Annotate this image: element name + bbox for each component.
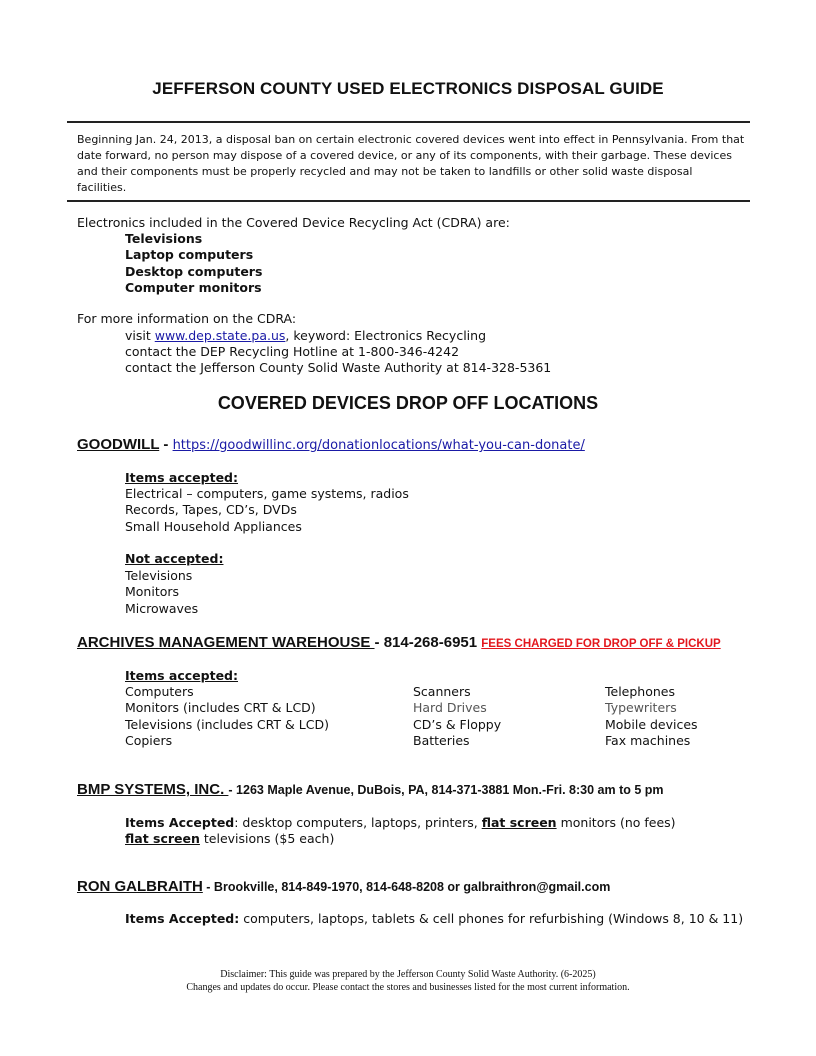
ron-text: computers, laptops, tablets & cell phones for refurbishing (Windows 8, 10 & 11) <box>239 911 744 926</box>
bmp-text: monitors (no fees) <box>556 815 676 830</box>
page-title: JEFFERSON COUNTY USED ELECTRONICS DISPOSAL GUIDE <box>152 79 664 98</box>
goodwill-link[interactable]: https://goodwillinc.org/donationlocations/what-you-can-donate/ <box>172 438 585 453</box>
ron-accepted-label: Items Accepted: <box>125 911 240 926</box>
ron-detail: - Brookville, 814-849-1970, 814-648-8208 or galbraithron@gmail.com <box>202 880 611 894</box>
bottom-divider <box>67 200 750 202</box>
cdra-item: Laptop computers <box>125 247 254 262</box>
archives-item: Computers <box>125 684 194 699</box>
intro-paragraph: Beginning Jan. 24, 2013, a disposal ban on certain electronic covered devices went into effect in Pennsylvania. From that date forward, no person may dispose of a covered device, or any of its components, with their garbage. These devices and their components must be properly recycled and may not be taken to landfills or other solid waste disposal facilities. <box>77 133 745 194</box>
goodwill-accepted-item: Small Household Appliances <box>125 519 302 534</box>
archives-item: Batteries <box>413 733 470 748</box>
ron-name: RON GALBRAITH <box>77 878 203 895</box>
bmp-heading <box>77 781 664 798</box>
archives-item: Typewriters <box>605 700 677 715</box>
bmp-accepted-line2 <box>125 831 334 848</box>
visit-prefix: visit <box>125 328 155 343</box>
goodwill-not-accepted-item: Monitors <box>125 584 180 599</box>
archives-item: Mobile devices <box>605 717 698 732</box>
bmp-accepted-line1 <box>125 815 676 832</box>
bmp-text: : desktop computers, laptops, printers, <box>234 815 482 830</box>
archives-name: ARCHIVES MANAGEMENT WAREHOUSE <box>77 634 375 651</box>
more-info-visit <box>125 328 486 345</box>
archives-item: Scanners <box>413 684 471 699</box>
goodwill-accepted-label: Items accepted: <box>125 470 239 485</box>
goodwill-heading <box>77 436 585 453</box>
archives-heading <box>77 634 721 651</box>
dep-link[interactable]: www.dep.state.pa.us <box>154 328 286 343</box>
cdra-item: Televisions <box>125 231 203 246</box>
archives-item: Copiers <box>125 733 173 748</box>
cdra-heading: Electronics included in the Covered Device Recycling Act (CDRA) are: <box>77 215 510 230</box>
archives-item: Telephones <box>605 684 675 699</box>
ron-heading <box>77 878 610 895</box>
archives-item: Televisions (includes CRT & LCD) <box>125 717 329 732</box>
goodwill-accepted-item: Electrical – computers, game systems, radios <box>125 486 409 501</box>
bmp-name: BMP SYSTEMS, INC. <box>77 781 229 798</box>
top-divider <box>67 121 750 123</box>
goodwill-not-accepted-item: Televisions <box>125 568 193 583</box>
goodwill-accepted-item: Records, Tapes, CD’s, DVDs <box>125 502 297 517</box>
bmp-text: televisions ($5 each) <box>199 831 335 846</box>
section-title: COVERED DEVICES DROP OFF LOCATIONS <box>217 393 599 413</box>
archives-phone: - 814-268-6951 <box>374 634 482 651</box>
disclaimer <box>0 968 816 994</box>
dep-hotline: contact the DEP Recycling Hotline at 1-800-346-4242 <box>125 344 460 359</box>
archives-fee-notice: FEES CHARGED FOR DROP OFF & PICKUP <box>481 638 721 650</box>
authority-contact: contact the Jefferson County Solid Waste Authority at 814-328-5361 <box>125 360 552 375</box>
disclaimer-line: Disclaimer: This guide was prepared by the Jefferson County Solid Waste Authority. (6-2025) <box>220 969 596 980</box>
goodwill-sep: - <box>159 436 173 453</box>
archives-item: CD’s & Floppy <box>413 717 502 732</box>
archives-item: Hard Drives <box>413 700 487 715</box>
bmp-flat-screen: flat screen <box>481 815 557 830</box>
cdra-item: Computer monitors <box>125 280 262 295</box>
disclaimer-line: Changes and updates do occur. Please contact the stores and businesses listed for the most current information. <box>186 982 630 993</box>
ron-accepted-line <box>125 911 743 928</box>
archives-item: Monitors (includes CRT & LCD) <box>125 700 316 715</box>
bmp-accepted-label: Items Accepted <box>125 815 235 830</box>
bmp-detail: - 1263 Maple Avenue, DuBois, PA, 814-371-3881 Mon.-Fri. 8:30 am to 5 pm <box>228 783 664 797</box>
more-info-heading: For more information on the CDRA: <box>77 311 297 326</box>
bmp-flat-screen: flat screen <box>125 831 200 846</box>
archives-accepted-label: Items accepted: <box>125 668 239 683</box>
archives-item: Fax machines <box>605 733 691 748</box>
goodwill-not-accepted-item: Microwaves <box>125 601 199 616</box>
goodwill-name: GOODWILL <box>77 436 160 453</box>
cdra-item: Desktop computers <box>125 264 263 279</box>
visit-suffix: , keyword: Electronics Recycling <box>285 328 487 343</box>
goodwill-not-accepted-label: Not accepted: <box>125 551 224 566</box>
